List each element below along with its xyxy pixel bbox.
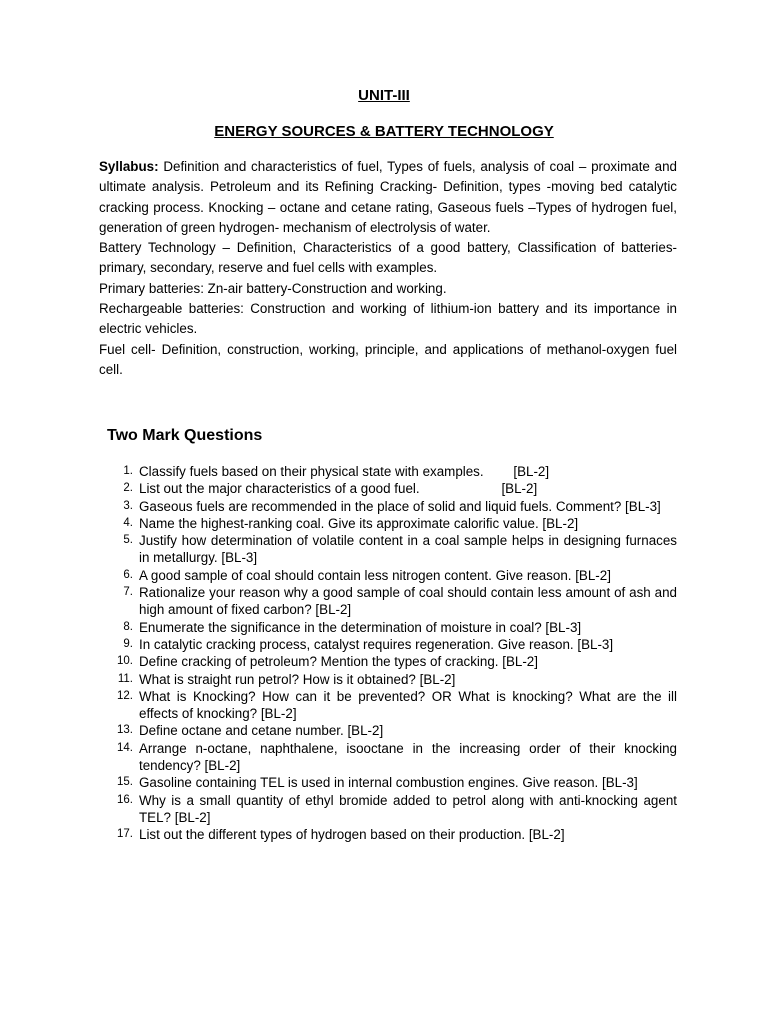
question-number: 12. <box>117 689 133 702</box>
question-item <box>99 619 677 636</box>
question-text: Define octane and cetane number. [BL-2] <box>139 723 384 739</box>
question-number: 4. <box>123 516 133 529</box>
question-number: 15. <box>117 776 133 789</box>
question-item <box>99 636 677 653</box>
question-text: Justify how determination of volatile content in a coal sample helps in designing furnaces in metallurgy. [BL-3] <box>139 533 677 566</box>
question-number: 10. <box>117 655 133 668</box>
question-item <box>99 480 677 497</box>
question-item <box>99 584 677 619</box>
question-item <box>99 688 677 723</box>
question-text: Gasoline containing TEL is used in internal combustion engines. Give reason. [BL-3] <box>139 775 638 791</box>
questions-heading: Two Mark Questions <box>107 427 263 444</box>
question-text: Name the highest-ranking coal. Give its approximate calorific value. [BL-2] <box>139 515 579 531</box>
question-number: 17. <box>117 828 133 841</box>
question-item <box>99 532 677 567</box>
question-number: 16. <box>117 793 133 806</box>
syllabus-paragraph-4: Rechargeable batteries: Construction and working of lithium-ion battery and its importance in electric vehicles. <box>99 301 677 337</box>
question-text: What is straight run petrol? How is it obtained? [BL-2] <box>139 671 456 687</box>
question-item <box>99 740 677 775</box>
question-number: 2. <box>123 482 133 495</box>
main-title: ENERGY SOURCES & BATTERY TECHNOLOGY <box>214 123 554 140</box>
question-text: Gaseous fuels are recommended in the place of solid and liquid fuels. Comment? [BL-3] <box>139 498 661 514</box>
question-number: 3. <box>123 499 133 512</box>
unit-title: UNIT-III <box>358 87 410 104</box>
question-text: In catalytic cracking process, catalyst requires regeneration. Give reason. [BL-3] <box>139 636 614 652</box>
question-text: Enumerate the significance in the determination of moisture in coal? [BL-3] <box>139 619 582 635</box>
question-number: 11. <box>117 672 133 685</box>
question-text: Rationalize your reason why a good sample of coal should contain less amount of ash and high amount of fixed carbon? [BL-2] <box>139 585 677 618</box>
question-number: 9. <box>123 637 133 650</box>
questions-list <box>99 463 677 844</box>
question-item <box>99 774 677 791</box>
question-number: 1. <box>123 465 133 477</box>
question-text: List out the major characteristics of a good fuel. [BL-2] <box>139 481 538 497</box>
question-item <box>99 792 677 827</box>
syllabus-paragraph-1 <box>99 157 677 238</box>
question-number: 8. <box>123 620 133 633</box>
question-item <box>99 463 677 480</box>
question-text: What is Knocking? How can it be prevented? OR What is knocking? What are the ill effects of knocking? [BL-2] <box>139 688 677 722</box>
question-item <box>99 722 677 739</box>
question-text: Define cracking of petroleum? Mention the types of cracking. [BL-2] <box>139 654 538 670</box>
syllabus-paragraph-5: Fuel cell- Definition, construction, working, principle, and applications of methanol-oxygen fuel cell. <box>99 341 677 377</box>
question-text: Arrange n-octane, naphthalene, isooctane in the increasing order of their knocking tendency? [BL-2] <box>139 740 677 774</box>
syllabus-paragraph-3: Primary batteries: Zn-air battery-Construction and working. <box>99 280 447 296</box>
question-number: 13. <box>117 724 133 737</box>
syllabus-paragraph-2: Battery Technology – Definition, Characteristics of a good battery, Classification of batteries- primary, secondary, reserve and fuel cells with examples. <box>99 240 677 276</box>
question-text: Classify fuels based on their physical state with examples. [BL-2] <box>139 464 550 479</box>
question-item <box>99 567 677 584</box>
question-number: 6. <box>123 568 133 581</box>
question-item <box>99 826 677 843</box>
question-item <box>99 515 677 532</box>
question-text: Why is a small quantity of ethyl bromide added to petrol along with anti-knocking agent TEL? [BL-2] <box>139 792 677 825</box>
question-number: 14. <box>117 741 133 754</box>
question-number: 7. <box>123 586 133 599</box>
question-text: List out the different types of hydrogen based on their production. [BL-2] <box>139 827 565 843</box>
question-item <box>99 498 677 515</box>
syllabus-section <box>99 157 677 380</box>
question-number: 5. <box>123 534 133 547</box>
syllabus-text-1: Definition and characteristics of fuel, Types of fuels, analysis of coal – proximate and ultimate analysis. Petroleum and its Refining Cracking- Definition, types -moving bed catalytic cracking process. Knocking – octane and cetane rating, Gaseous fuels –Types of hydrogen fuel, generation of green hydrogen- mechanism of electrolysis of water. <box>99 159 677 235</box>
question-item <box>99 671 677 688</box>
question-item <box>99 653 677 670</box>
question-text: A good sample of coal should contain less nitrogen content. Give reason. [BL-2] <box>139 567 611 583</box>
syllabus-label: Syllabus: <box>99 159 159 174</box>
